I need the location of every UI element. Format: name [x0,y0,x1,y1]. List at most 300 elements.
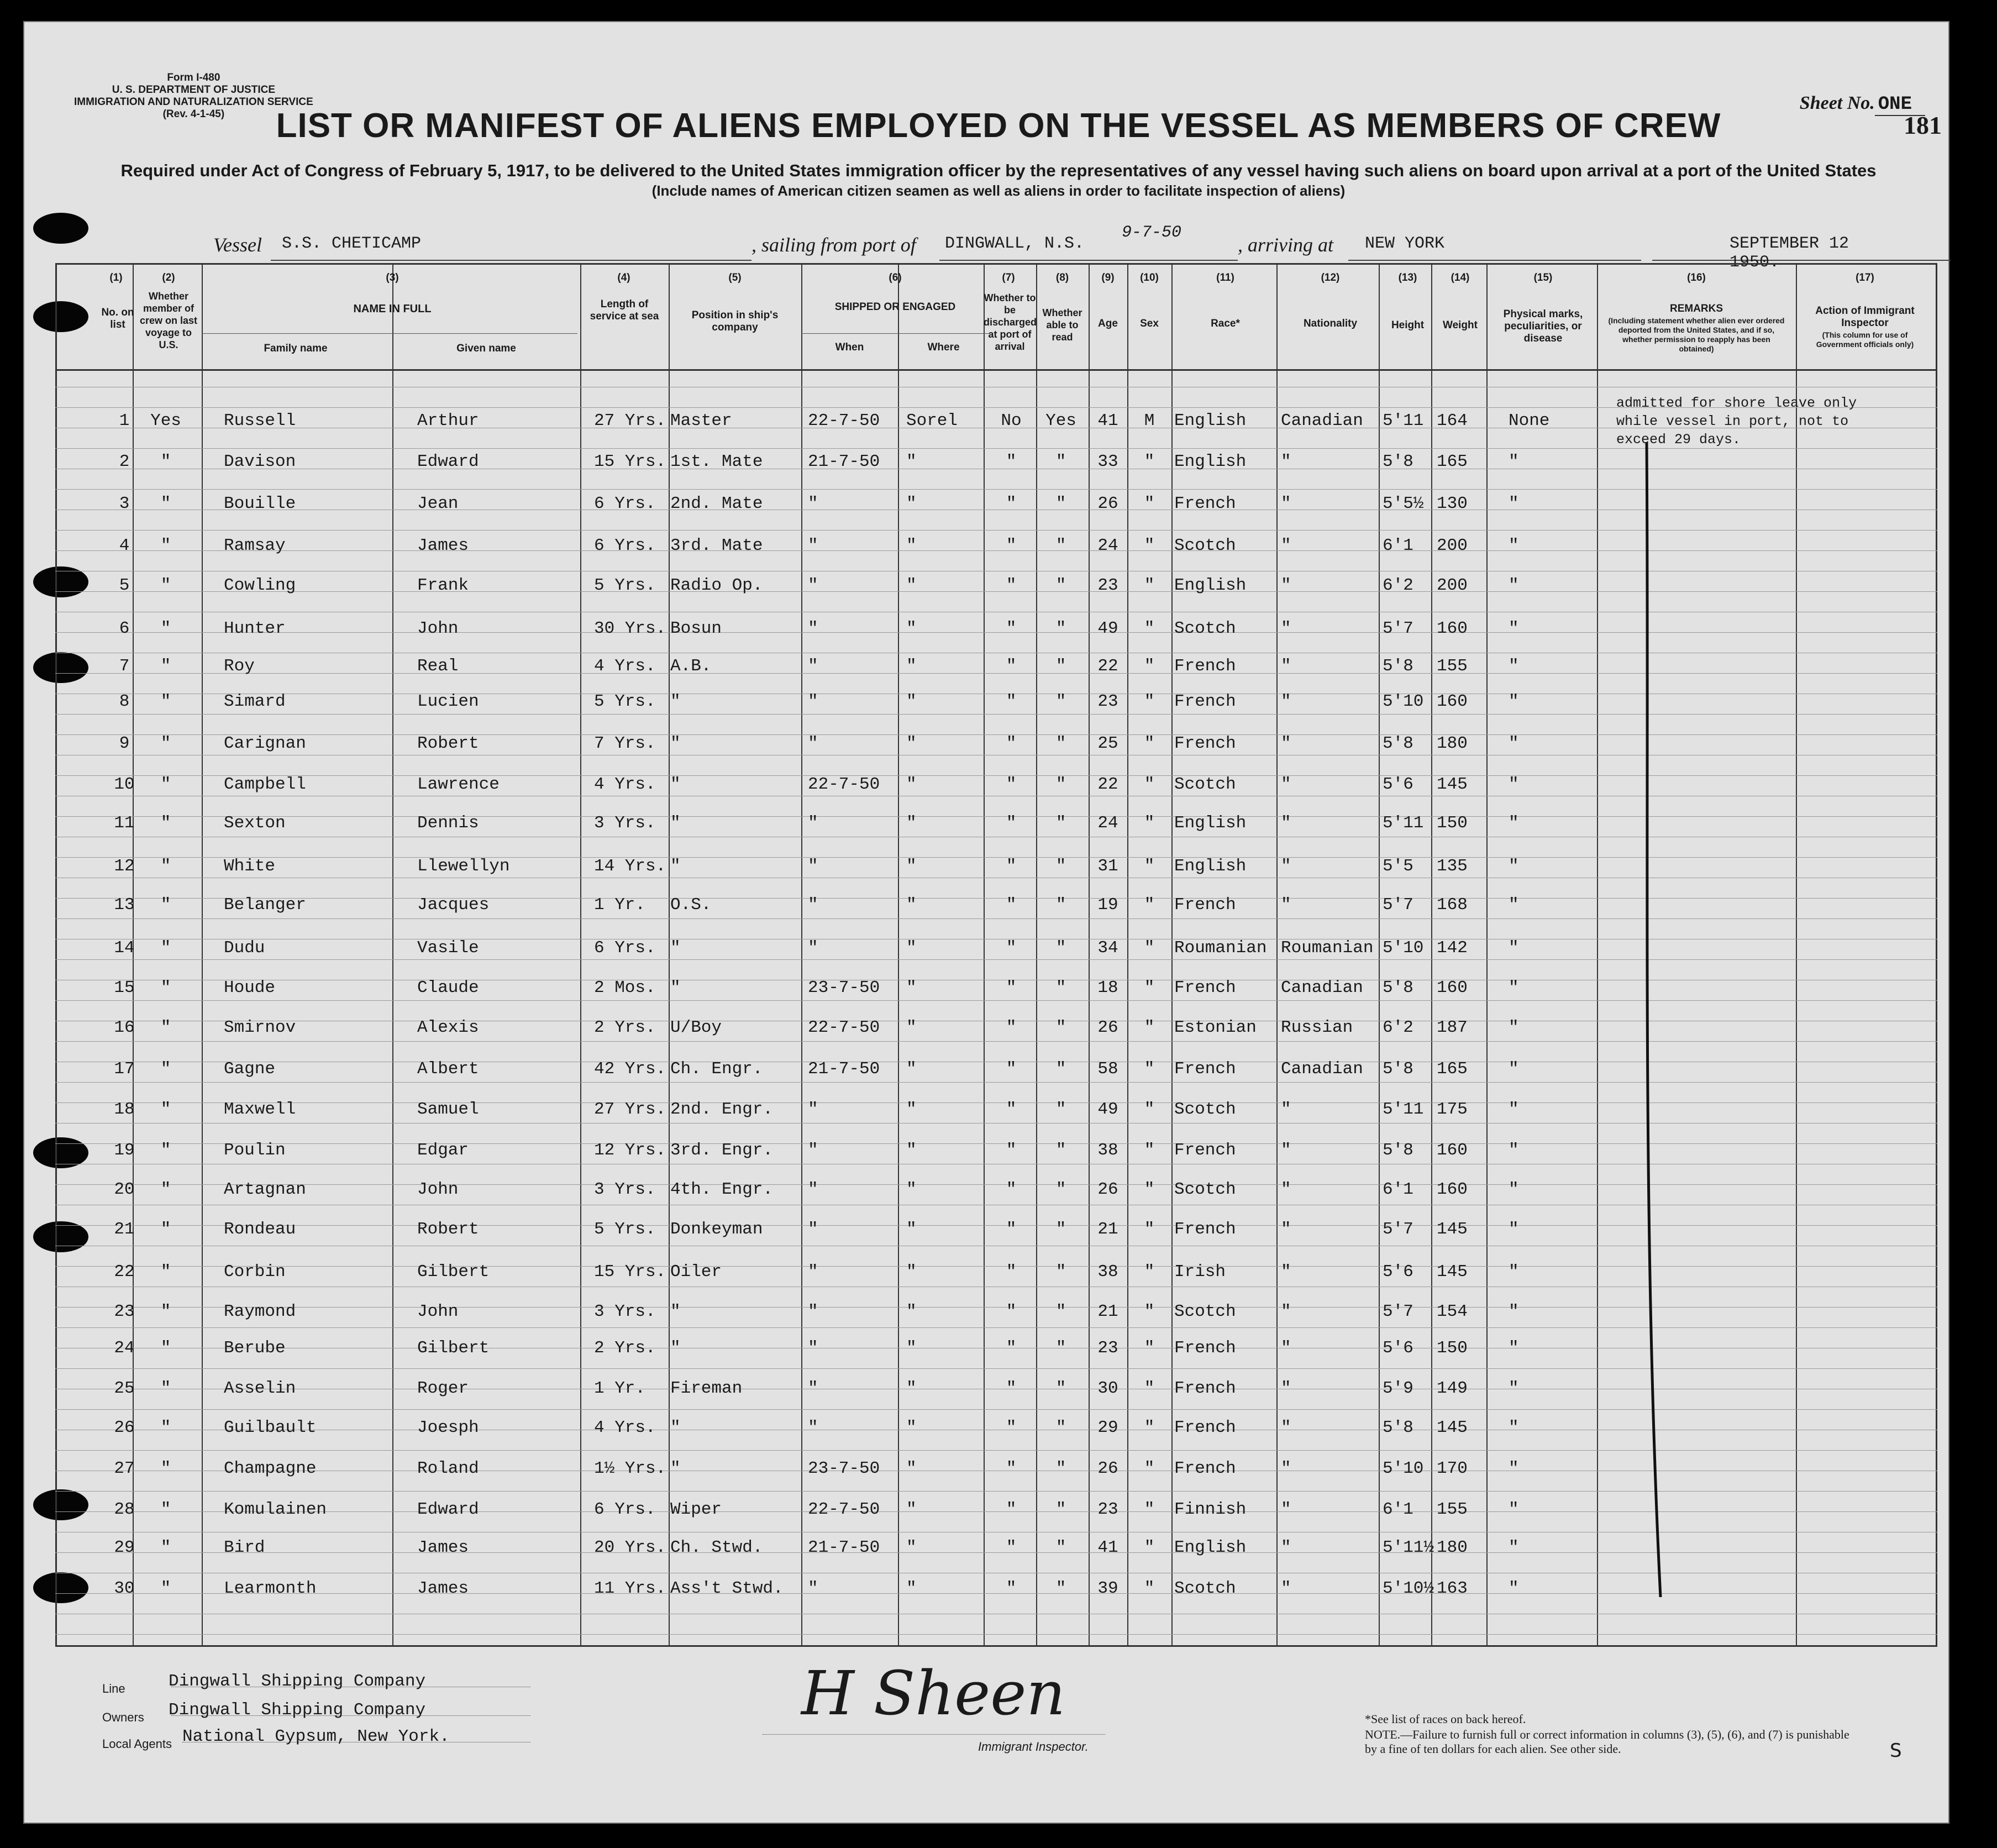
family-name: Cowling [224,576,296,595]
prior-voyage: Yes [150,411,181,431]
prior-voyage: " [160,1018,171,1037]
length-of-service: 3 Yrs. [594,813,656,833]
header-age: Age [1098,318,1118,329]
given-name: Robert [417,1220,479,1239]
family-name: White [224,857,276,876]
race: Scotch [1174,1302,1236,1321]
length-of-service: 4 Yrs. [594,1418,656,1437]
position: " [670,692,681,711]
col-num: (15) [1533,272,1553,284]
shipped-where: " [906,576,917,595]
height: 5'6 [1383,1262,1413,1282]
sex: " [1144,938,1155,958]
discharged: " [1006,1220,1017,1239]
row-number: 8 [119,692,130,711]
shipped-where: " [906,895,917,915]
position: 4th. Engr. [670,1180,774,1199]
height: 6'2 [1383,576,1413,595]
col-num: (9) [1101,272,1115,284]
weight: 200 [1437,536,1468,555]
header-discharged: Whether to be discharged at port of arrival [984,292,1037,352]
position: Bosun [670,619,722,638]
weight: 155 [1437,1500,1468,1519]
sailing-label: , sailing from port of [751,234,916,256]
race: Finnish [1174,1500,1247,1519]
weight: 165 [1437,452,1468,471]
page-number: 181 [1904,111,1942,139]
weight: 145 [1437,1220,1468,1239]
given-name: Llewellyn [417,857,510,876]
able-to-read: " [1055,1180,1066,1199]
shipped-when: 22-7-50 [808,775,880,794]
row-number: 30 [114,1579,135,1598]
height: 6'2 [1383,1018,1413,1037]
sex: " [1144,1100,1155,1119]
sex: M [1144,411,1155,431]
sex: " [1144,857,1155,876]
shipped-when: " [808,1338,818,1358]
inspector-label: Immigrant Inspector. [978,1740,1089,1754]
row-number: 19 [114,1141,135,1160]
height: 6'1 [1383,1180,1413,1199]
header-inspector-action: Action of Immigrant Inspector [1815,305,1915,329]
height: 5'8 [1383,1418,1413,1437]
physical-marks: " [1509,692,1519,711]
physical-marks: " [1509,857,1519,876]
shipped-when: " [808,734,818,753]
header-prior-voyage: Whether member of crew on last voyage to U.S. [139,291,198,350]
column-divider [1036,264,1037,1647]
shipped-when: 22-7-50 [808,1018,880,1037]
nationality: " [1281,657,1291,676]
document-title: LIST OR MANIFEST OF ALIENS EMPLOYED ON THE VESSEL AS MEMBERS OF CREW [276,107,1721,145]
shipped-where: " [906,1538,917,1557]
nationality: " [1281,1459,1291,1478]
position: " [670,938,681,958]
discharged: " [1006,576,1017,595]
height: 5'10 [1383,692,1424,711]
row-number: 25 [114,1379,135,1398]
shipped-where: " [906,813,917,833]
shipped-when: " [808,1220,818,1239]
header-given-name: Given name [456,343,516,354]
shipped-when: " [808,938,818,958]
row-number: 29 [114,1538,135,1557]
sheet-value: ONE [1875,94,1925,116]
shipped-where: " [906,1059,917,1079]
race: Scotch [1174,536,1236,555]
row-number: 9 [119,734,130,753]
nationality: " [1281,1141,1291,1160]
nationality: " [1281,576,1291,595]
header-length-of-service: Length of service at sea [590,298,659,322]
able-to-read: " [1055,734,1066,753]
prior-voyage: " [160,813,171,833]
height: 5'7 [1383,1220,1413,1239]
able-to-read: " [1055,1500,1066,1519]
weight: 175 [1437,1100,1468,1119]
header-family-name: Family name [264,343,328,354]
row-number: 4 [119,536,130,555]
able-to-read: " [1055,895,1066,915]
position: 3rd. Mate [670,536,763,555]
agents-value: National Gypsum, New York. [182,1727,450,1746]
sex: " [1144,1579,1155,1598]
physical-marks: " [1509,452,1519,471]
prior-voyage: " [160,1418,171,1437]
race: English [1174,576,1247,595]
physical-marks: " [1509,1100,1519,1119]
given-name: Edward [417,1500,479,1519]
given-name: Lawrence [417,775,500,794]
prior-voyage: " [160,978,171,998]
age: 23 [1097,576,1118,595]
age: 22 [1097,657,1118,676]
able-to-read: " [1055,1538,1066,1557]
column-divider [1597,264,1598,1647]
height: 5'7 [1383,1302,1413,1321]
age: 33 [1097,452,1118,471]
row-number: 14 [114,938,135,958]
prior-voyage: " [160,857,171,876]
sheet-label: Sheet No. [1799,93,1875,113]
shipped-where: " [906,1141,917,1160]
row-number: 5 [119,576,130,595]
age: 21 [1097,1220,1118,1239]
shipped-where: " [906,692,917,711]
col-num: (7) [1002,272,1015,284]
arriving-label: , arriving at [1238,234,1334,256]
weight: 145 [1437,775,1468,794]
family-name: Roy [224,657,255,676]
nationality: Canadian [1281,411,1363,431]
age: 26 [1097,1018,1118,1037]
sex: " [1144,1180,1155,1199]
length-of-service: 4 Yrs. [594,775,656,794]
nationality: " [1281,1379,1291,1398]
prior-voyage: " [160,775,171,794]
race: French [1174,494,1236,513]
shipped-when: " [808,1379,818,1398]
height: 5'11 [1383,411,1424,431]
shipped-where: Sorel [906,411,958,431]
height: 5'9 [1383,1379,1413,1398]
position: " [670,978,681,998]
physical-marks: " [1509,1459,1519,1478]
header-able-to-read: Whether able to read [1042,307,1082,343]
discharged: " [1006,1459,1017,1478]
length-of-service: 5 Yrs. [594,692,656,711]
col-num: (14) [1451,272,1470,284]
race: English [1174,411,1247,431]
physical-marks: " [1509,938,1519,958]
col-num: (13) [1398,272,1417,284]
weight: 187 [1437,1018,1468,1037]
nationality: Canadian [1281,1059,1363,1079]
position: " [670,1418,681,1437]
position: " [670,857,681,876]
col-num: (6) [889,272,902,284]
physical-marks: " [1509,494,1519,513]
given-name: James [417,1579,469,1598]
family-name: Gagne [224,1059,276,1079]
able-to-read: " [1055,1418,1066,1437]
able-to-read: " [1055,1059,1066,1079]
race: French [1174,1220,1236,1239]
able-to-read: " [1055,1579,1066,1598]
race: French [1174,1059,1236,1079]
column-divider [984,264,985,1647]
shipped-where: " [906,1180,917,1199]
position: Ch. Engr. [670,1059,763,1079]
remarks-line: exceed 29 days. [1616,432,1741,448]
given-name: Joesph [417,1418,479,1437]
shipped-when: 22-7-50 [808,1500,880,1519]
able-to-read: " [1055,978,1066,998]
age: 49 [1097,619,1118,638]
col-num: (16) [1687,272,1706,284]
nationality: Canadian [1281,978,1363,998]
shipped-where: " [906,857,917,876]
shipped-where: " [906,494,917,513]
given-name: John [417,1302,459,1321]
given-name: James [417,536,469,555]
family-name: Carignan [224,734,306,753]
physical-marks: " [1509,536,1519,555]
col-num: (10) [1140,272,1159,284]
able-to-read: " [1055,619,1066,638]
sex: " [1144,734,1155,753]
physical-marks: " [1509,1418,1519,1437]
able-to-read: " [1055,657,1066,676]
sex: " [1144,895,1155,915]
family-name: Houde [224,978,276,998]
discharged: " [1006,692,1017,711]
remarks-line: admitted for shore leave only [1616,395,1857,411]
family-name: Simard [224,692,286,711]
family-name: Raymond [224,1302,296,1321]
height: 5'6 [1383,775,1413,794]
given-name: Robert [417,734,479,753]
position: Ch. Stwd. [670,1538,763,1557]
nationality: " [1281,1180,1291,1199]
physical-marks: " [1509,813,1519,833]
nationality: " [1281,619,1291,638]
shipped-when: " [808,576,818,595]
physical-marks: " [1509,734,1519,753]
col-num: (11) [1216,272,1234,284]
shipped-when: " [808,1262,818,1282]
document-subtitle [99,160,1898,201]
physical-marks: " [1509,1141,1519,1160]
shipped-when: " [808,536,818,555]
height: 5'11 [1383,1100,1424,1119]
race: French [1174,692,1236,711]
given-name: Claude [417,978,479,998]
row-number: 26 [114,1418,135,1437]
weight: 164 [1437,411,1468,431]
family-name: Smirnov [224,1018,296,1037]
discharged: " [1006,452,1017,471]
row-number: 1 [119,411,130,431]
length-of-service: 6 Yrs. [594,938,656,958]
prior-voyage: " [160,1538,171,1557]
age: 41 [1097,411,1118,431]
family-name: Hunter [224,619,286,638]
sex: " [1144,1302,1155,1321]
discharged: " [1006,1180,1017,1199]
able-to-read: " [1055,1100,1066,1119]
prior-voyage: " [160,536,171,555]
length-of-service: 20 Yrs. [594,1538,666,1557]
nationality: " [1281,452,1291,471]
discharged: " [1006,813,1017,833]
header-race: Race* [1211,318,1240,329]
age: 26 [1097,1180,1118,1199]
header-inspector-note: (This column for use of Government officials only) [1816,330,1914,349]
weight: 180 [1437,734,1468,753]
height: 5'5½ [1383,494,1424,513]
family-name: Berube [224,1338,286,1358]
age: 39 [1097,1579,1118,1598]
able-to-read: " [1055,1262,1066,1282]
able-to-read: " [1055,452,1066,471]
discharged: " [1006,857,1017,876]
departure-port: DINGWALL, N.S. [945,234,1085,253]
given-name: Frank [417,576,469,595]
race: Scotch [1174,1100,1236,1119]
given-name: Roger [417,1379,469,1398]
prior-voyage: " [160,1579,171,1598]
owners-label: Owners [102,1710,144,1724]
header-height: Height [1391,319,1425,331]
row-number: 6 [119,619,130,638]
able-to-read: " [1055,494,1066,513]
physical-marks: None [1509,411,1550,431]
age: 58 [1097,1059,1118,1079]
age: 34 [1097,938,1118,958]
length-of-service: 2 Mos. [594,978,656,998]
race: French [1174,895,1236,915]
discharged: " [1006,1018,1017,1037]
revision: (Rev. 4-1-45) [162,108,225,120]
given-name: Samuel [417,1100,479,1119]
row-number: 23 [114,1302,135,1321]
given-name: Gilbert [417,1262,490,1282]
row-number: 24 [114,1338,135,1358]
able-to-read: " [1055,1302,1066,1321]
col-num: (17) [1856,272,1874,284]
position: U/Boy [670,1018,722,1037]
family-name: Sexton [224,813,286,833]
discharged: " [1006,1100,1017,1119]
height: 6'1 [1383,536,1413,555]
age: 22 [1097,775,1118,794]
length-of-service: 7 Yrs. [594,734,656,753]
sex: " [1144,576,1155,595]
sex: " [1144,1220,1155,1239]
age: 23 [1097,692,1118,711]
length-of-service: 42 Yrs. [594,1059,666,1079]
weight: 135 [1437,857,1468,876]
sex: " [1144,1459,1155,1478]
col-num: (4) [617,272,630,284]
family-name: Dudu [224,938,265,958]
given-name: Gilbert [417,1338,490,1358]
row-number: 15 [114,978,135,998]
given-name: Roland [417,1459,479,1478]
discharged: " [1006,657,1017,676]
physical-marks: " [1509,1262,1519,1282]
given-name: Albert [417,1059,479,1079]
shipped-when: " [808,494,818,513]
prior-voyage: " [160,1302,171,1321]
position: Radio Op. [670,576,763,595]
row-number: 22 [114,1262,135,1282]
department: U. S. DEPARTMENT OF JUSTICE [112,84,275,96]
position: " [670,813,681,833]
age: 18 [1097,978,1118,998]
given-name: John [417,619,459,638]
position: 2nd. Mate [670,494,763,513]
shipped-when: 23-7-50 [808,978,880,998]
shipped-where: " [906,1338,917,1358]
height: 5'10 [1383,938,1424,958]
height: 5'8 [1383,657,1413,676]
family-name: Bouille [224,494,296,513]
race: English [1174,452,1247,471]
discharged: " [1006,494,1017,513]
given-name: Real [417,657,459,676]
height: 5'11½ [1383,1538,1434,1557]
race: Irish [1174,1262,1226,1282]
nationality: " [1281,734,1291,753]
weight: 150 [1437,1338,1468,1358]
remarks-line: while vessel in port, not to [1616,413,1849,429]
position: O.S. [670,895,712,915]
discharged: " [1006,536,1017,555]
physical-marks: " [1509,978,1519,998]
col-num: (1) [109,272,123,284]
race: English [1174,813,1247,833]
vessel-label: Vessel [213,234,262,256]
race: French [1174,1141,1236,1160]
given-name: Edgar [417,1141,469,1160]
discharged: " [1006,938,1017,958]
nationality: " [1281,1220,1291,1239]
prior-voyage: " [160,494,171,513]
column-divider [1171,264,1173,1647]
prior-voyage: " [160,576,171,595]
physical-marks: " [1509,619,1519,638]
header-name-in-full: NAME IN FULL [353,303,432,315]
nationality: " [1281,1262,1291,1282]
sex: " [1144,657,1155,676]
family-name: Bird [224,1538,265,1557]
discharged: " [1006,1379,1017,1398]
physical-marks: " [1509,1059,1519,1079]
given-name: Vasile [417,938,479,958]
shipped-when: " [808,895,818,915]
length-of-service: 1½ Yrs. [594,1459,666,1478]
handwritten-bracket-line [1636,437,1680,1608]
able-to-read: " [1055,857,1066,876]
age: 23 [1097,1338,1118,1358]
given-name: Alexis [417,1018,479,1037]
sex: " [1144,1379,1155,1398]
family-name: Poulin [224,1141,286,1160]
shipped-where: " [906,1262,917,1282]
